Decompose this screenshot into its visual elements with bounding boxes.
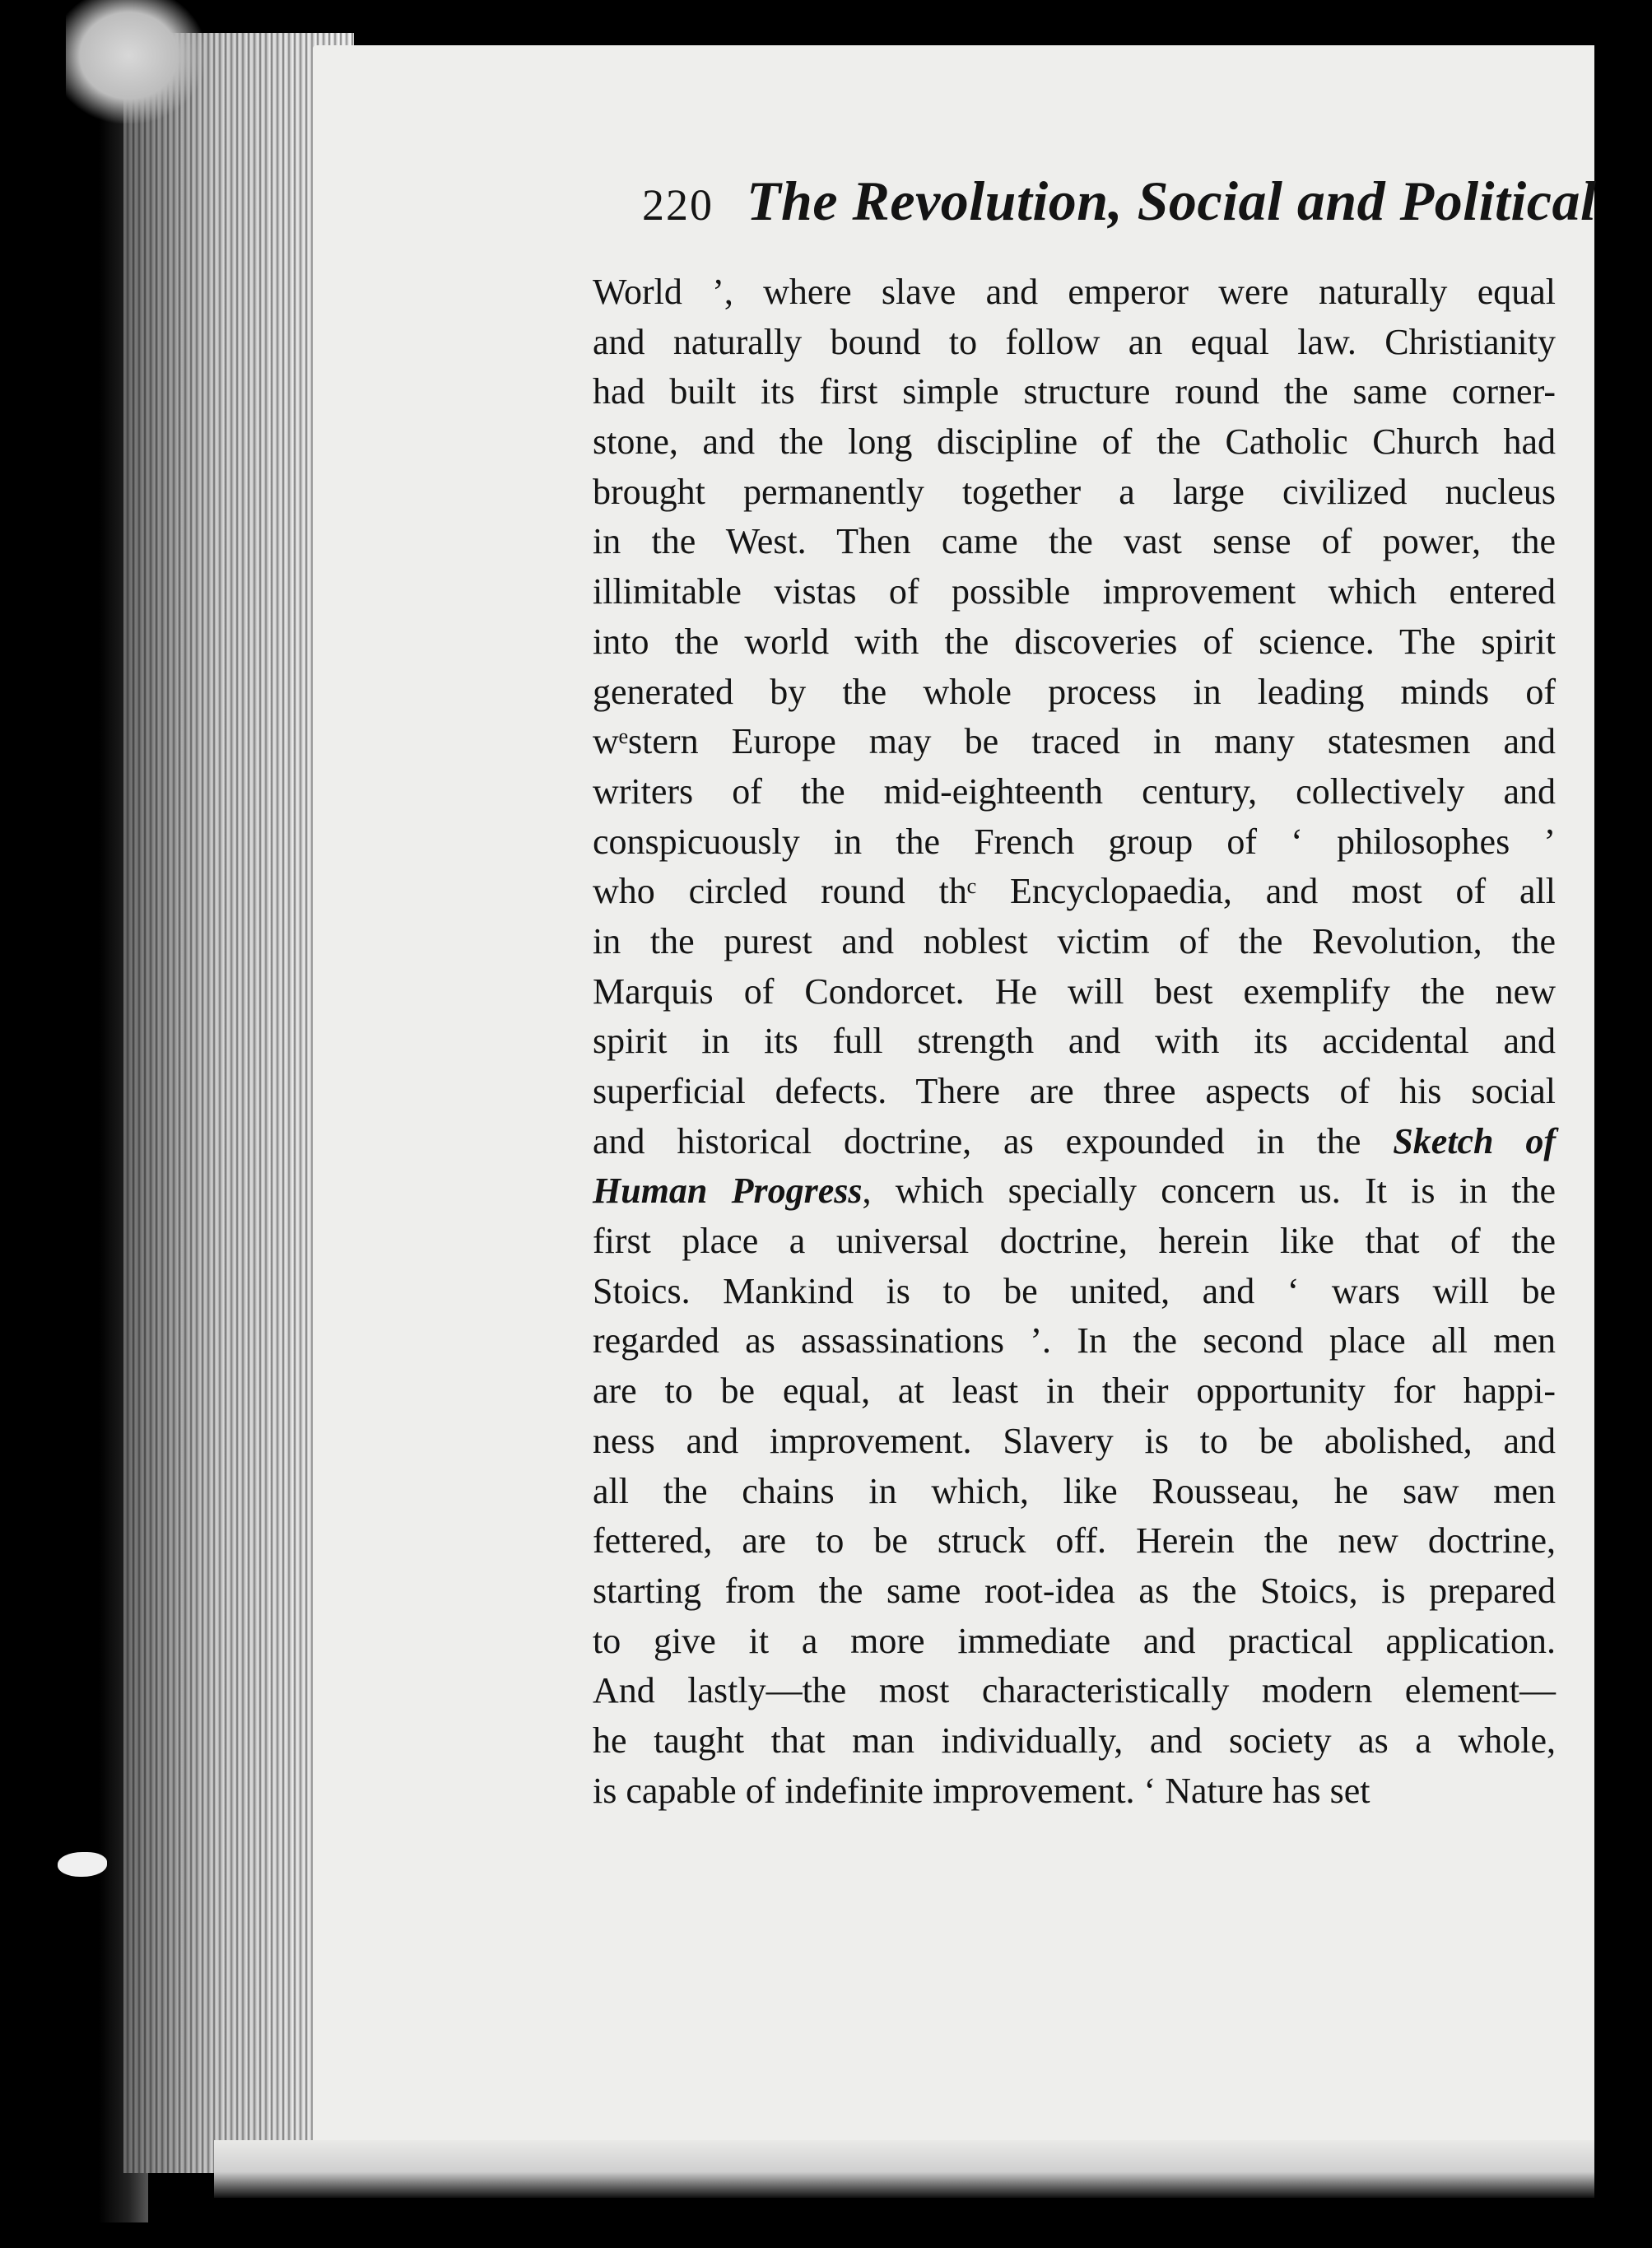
text-line: [593, 468, 1556, 518]
running-head: [642, 169, 1597, 259]
line-text: Stoics. Mankind is to be united, and ‘ wars will be: [593, 1270, 1556, 1311]
line-text: is capable of indefinite improvement. ‘ Nature has set: [593, 1770, 1370, 1811]
text-line: [593, 1117, 1556, 1167]
text-line: [593, 817, 1556, 868]
line-text: regarded as assassinations ’. In the second place all men: [593, 1320, 1556, 1361]
line-text: he taught that man individually, and society as a whole,: [593, 1720, 1556, 1761]
text-line: [593, 1766, 1556, 1817]
text-line: [593, 1217, 1556, 1267]
line-text: wᵉstern Europe may be traced in many statesmen and: [593, 721, 1556, 762]
text-line: [593, 1516, 1556, 1566]
text-line: [593, 1666, 1556, 1716]
text-line: [593, 1316, 1556, 1366]
line-text: into the world with the discoveries of science. The spirit: [593, 621, 1556, 662]
line-text: , which specially concern us. It is in the: [862, 1171, 1556, 1212]
text-line: [593, 1617, 1556, 1667]
line-text: generated by the whole process in leading minds of: [593, 671, 1556, 712]
line-text: to give it a more immediate and practical application.: [593, 1620, 1556, 1661]
text-line: [593, 767, 1556, 817]
line-text: brought permanently together a large civilized nucleus: [593, 471, 1556, 512]
running-title: The Revolution, Social and Political: [747, 170, 1597, 232]
line-text: World ’, where slave and emperor were naturally equal: [593, 272, 1556, 312]
line-text: ness and improvement. Slavery is to be abolished, and: [593, 1420, 1556, 1461]
text-line: [593, 1017, 1556, 1067]
text-line: [593, 717, 1556, 767]
text-line: [593, 1267, 1556, 1317]
line-text: in the West. Then came the vast sense of power, the: [593, 521, 1556, 562]
italic-title-text: Sketch of: [1393, 1120, 1556, 1161]
page-text: [593, 169, 1597, 1816]
text-line: [593, 517, 1556, 567]
page-bottom-edge: [214, 2140, 1630, 2198]
line-text: fettered, are to be struck off. Herein the new doctrine,: [593, 1520, 1556, 1561]
text-line: [593, 867, 1556, 917]
scan-border: [1594, 0, 1652, 2248]
page-number: 220: [642, 180, 714, 230]
line-text: and naturally bound to follow an equal law. Christianity: [593, 321, 1556, 362]
text-line: [593, 668, 1556, 718]
line-text: conspicuously in the French group of ‘ philosophes ’: [593, 821, 1556, 862]
text-line: [593, 1467, 1556, 1517]
line-text: who circled round thᶜ Encyclopaedia, and most of all: [593, 871, 1556, 912]
text-line: [593, 967, 1556, 1017]
text-line: [593, 1067, 1556, 1117]
text-line: [593, 567, 1556, 617]
text-line: [593, 1417, 1556, 1467]
text-line: [593, 318, 1556, 368]
text-line: [593, 417, 1556, 468]
text-line: [593, 617, 1556, 668]
text-line: [593, 367, 1556, 417]
text-line: [593, 1566, 1556, 1617]
line-text: starting from the same root-idea as the Stoics, is prepared: [593, 1570, 1556, 1611]
line-text: spirit in its full strength and with its accidental and: [593, 1021, 1556, 1062]
line-text: And lastly—the most characteristically modern element—: [593, 1670, 1556, 1711]
line-text: superficial defects. There are three aspects of his social: [593, 1071, 1556, 1111]
line-text: are to be equal, at least in their opportunity for happi-: [593, 1371, 1556, 1412]
line-text: all the chains in which, like Rousseau, he saw men: [593, 1470, 1556, 1511]
text-line: [593, 1366, 1556, 1417]
line-text: in the purest and noblest victim of the Revolution, the: [593, 920, 1556, 961]
text-line: [593, 268, 1556, 318]
line-text: and historical doctrine, as expounded in the: [593, 1120, 1394, 1161]
scan-artifact: [66, 0, 206, 123]
line-text: had built its first simple structure round the same corner-: [593, 371, 1556, 412]
line-text: stone, and the long discipline of the Catholic Church had: [593, 421, 1556, 463]
scan-artifact: [58, 1852, 107, 1877]
body-text: [593, 268, 1597, 1816]
line-text: first place a universal doctrine, herein like that of the: [593, 1221, 1556, 1262]
line-text: Marquis of Condorcet. He will best exemplify the new: [593, 970, 1556, 1012]
text-line: [593, 1716, 1556, 1766]
line-text: illimitable vistas of possible improvement which entered: [593, 571, 1556, 612]
line-text: writers of the mid-eighteenth century, collectively and: [593, 770, 1556, 812]
italic-title-text: Human Progress: [593, 1171, 863, 1212]
text-line: [593, 1166, 1556, 1217]
text-line: [593, 917, 1556, 967]
